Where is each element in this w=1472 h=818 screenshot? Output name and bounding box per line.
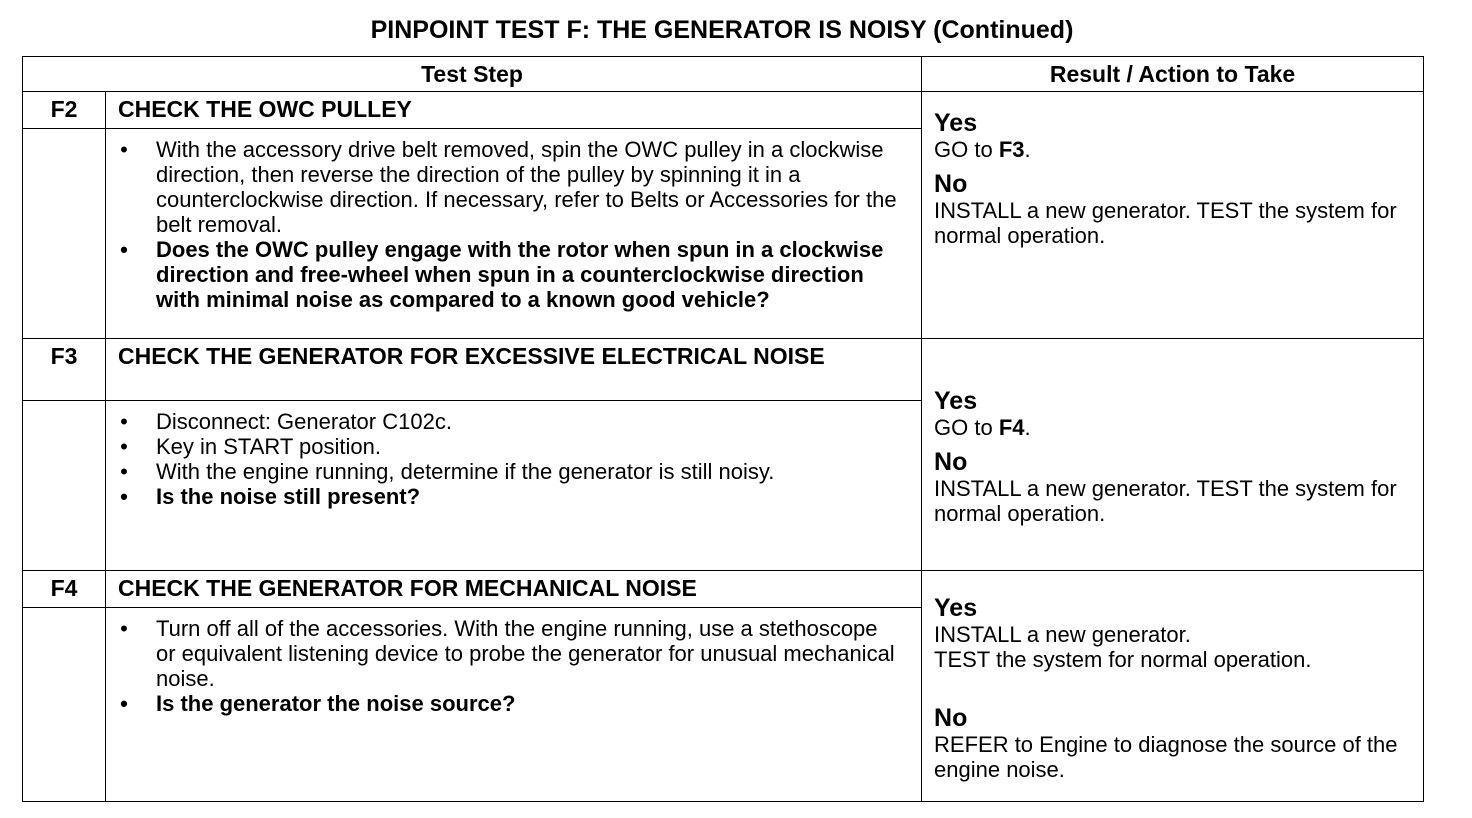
step-id-blank: [23, 401, 106, 571]
yes-action-line: INSTALL a new generator.: [934, 622, 1191, 647]
page-title: PINPOINT TEST F: THE GENERATOR IS NOISY (Continued): [370, 16, 1074, 44]
instruction-item: • With the engine running, determine if the generator is still noisy.: [118, 459, 901, 484]
pinpoint-test-table: [22, 56, 1424, 802]
step-instructions-f4: [106, 608, 922, 802]
no-action: REFER to Engine to diagnose the source of the engine noise.: [934, 732, 1398, 782]
no-label: No: [934, 704, 968, 732]
instruction-item: • Disconnect: Generator C102c.: [118, 409, 901, 434]
instruction-item: • Key in START position.: [118, 434, 901, 459]
step-row-f3: [23, 339, 1424, 401]
step-id-f3: F3: [23, 339, 106, 401]
step-id-f2: F2: [23, 92, 106, 129]
result-cell-f3: [922, 339, 1424, 571]
yes-action-line: TEST the system for normal operation.: [934, 647, 1312, 672]
no-action: INSTALL a new generator. TEST the system for normal operation.: [934, 197, 1397, 248]
yes-label: Yes: [934, 387, 978, 415]
yes-label: Yes: [934, 594, 978, 622]
table-header-row: [23, 57, 1424, 92]
step-title-f3: CHECK THE GENERATOR FOR EXCESSIVE ELECTRICAL NOISE: [106, 339, 922, 401]
yes-action: GO to F3.: [934, 136, 1031, 162]
step-id-blank: [23, 129, 106, 339]
goto-step-link[interactable]: F4: [998, 415, 1025, 440]
step-id-f4: F4: [23, 571, 106, 608]
header-result: Result / Action to Take: [922, 57, 1424, 92]
result-cell-f4: [922, 571, 1424, 802]
step-row-f2: [23, 92, 1424, 129]
yes-label: Yes: [934, 108, 978, 137]
no-action: INSTALL a new generator. TEST the system for normal operation.: [934, 476, 1397, 526]
goto-step-link[interactable]: F3: [998, 136, 1025, 162]
step-instructions-f2: [106, 129, 922, 339]
instruction-item: • Turn off all of the accessories. With the engine running, use a stethoscope or equivalent listening device to probe the generator for unusual mechanical noise.: [118, 616, 901, 691]
yes-action: GO to F4.: [934, 415, 1031, 440]
question-item: • Is the generator the noise source?: [118, 691, 901, 716]
step-title-f2: CHECK THE OWC PULLEY: [106, 92, 922, 129]
question-item: • Is the noise still present?: [118, 484, 901, 509]
instruction-item: • With the accessory drive belt removed, spin the OWC pulley in a clockwise direction, then reverse the direction of the pulley by spinning it in a counterclockwise direction. If necessary, refer to Belts or Accessories for the belt removal.: [118, 137, 901, 237]
result-cell-f2: [922, 92, 1424, 339]
question-item: • Does the OWC pulley engage with the rotor when spun in a clockwise direction and free-wheel when spun in a counterclockwise direction with minimal noise as compared to a known good vehicle?: [118, 237, 901, 312]
step-row-f4: [23, 571, 1424, 608]
header-test-step: Test Step: [23, 57, 922, 92]
no-label: No: [934, 448, 968, 476]
step-id-blank: [23, 608, 106, 802]
no-label: No: [934, 169, 968, 198]
step-title-f4: CHECK THE GENERATOR FOR MECHANICAL NOISE: [106, 571, 922, 608]
step-instructions-f3: [106, 401, 922, 571]
